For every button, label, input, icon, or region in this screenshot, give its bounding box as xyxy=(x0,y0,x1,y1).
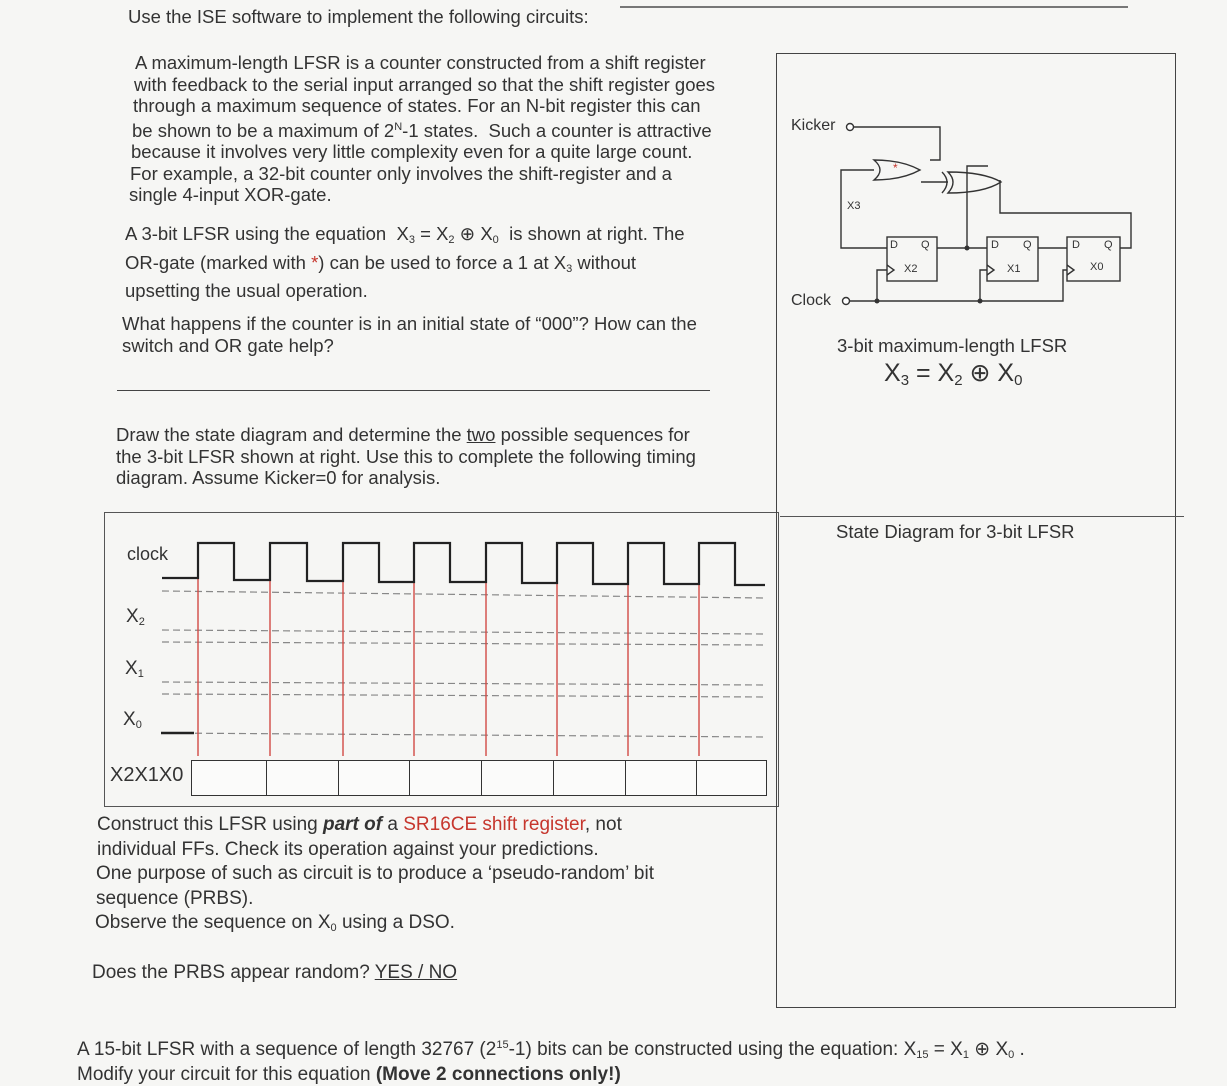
circuit-caption: 3-bit maximum-length LFSR xyxy=(837,335,1068,356)
equation-line: A 3-bit LFSR using the equation $X_3 = X_2$ ⊕ $X_0$ is shown at right. The xyxy=(125,223,685,246)
construct-line: sequence (PRBS). xyxy=(96,887,254,909)
state-diagram-caption: State Diagram for 3-bit LFSR xyxy=(836,521,1075,542)
ff-q-label: Q xyxy=(1104,239,1113,251)
x1-label: $X_1$ xyxy=(125,658,144,680)
construct-line: Observe the sequence on $X_0$ using a DSO. xyxy=(95,912,455,934)
question-line: What happens if the counter is in an initial state of “000”? How can the xyxy=(122,313,697,334)
construct-line: Construct this LFSR using part of a SR16CE shift register, not xyxy=(97,814,622,835)
junction-dot xyxy=(965,246,970,251)
draw-line: Draw the state diagram and determine the two possible sequences for xyxy=(116,424,690,445)
intro-line: be shown to be a maximum of $2^N-1$ states. Such a counter is attractive xyxy=(132,119,712,141)
ff-d-label: D xyxy=(890,239,898,251)
clock-label: clock xyxy=(127,544,169,564)
kicker-label: Kicker xyxy=(791,117,836,134)
xor-gate-shape xyxy=(948,172,1001,193)
x3-label: X3 xyxy=(847,200,861,212)
or-gate-star: * xyxy=(893,161,898,175)
footer-line-1: A 15-bit LFSR with a sequence of length 32767 $(2^{15}-1)$ bits can be constructed using the equation: $X_{15} = X_1$ ⊕ $X_0$ . xyxy=(77,1039,1025,1061)
intro-line: through a maximum sequence of states. For an N-bit register this can xyxy=(133,95,701,116)
circuit-equation: X3 = X2 ⊕ X0 xyxy=(884,359,1023,389)
draw-line: diagram. Assume Kicker=0 for analysis. xyxy=(116,467,441,488)
kicker-wire xyxy=(853,127,940,160)
draw-line: the 3-bit LFSR shown at right. Use this to complete the following timing xyxy=(116,445,696,467)
intro-line: with feedback to the serial input arranged so that the shift register goes xyxy=(134,73,716,95)
x2-label: $X_2$ xyxy=(126,606,145,628)
x0-label: $X_0$ xyxy=(123,709,142,731)
ff-d-label: D xyxy=(991,239,999,251)
construct-line: individual FFs. Check its operation against your predictions. xyxy=(97,838,599,860)
ff-label: X1 xyxy=(1007,263,1021,275)
clock-terminal xyxy=(843,298,850,305)
ff-q-label: Q xyxy=(921,239,930,251)
intro-line: A maximum-length LFSR is a counter constructed from a shift register xyxy=(135,52,706,73)
equation-line: OR-gate (marked with *) can be used to force a 1 at $X_3$ without xyxy=(125,251,637,275)
ff-q-label: Q xyxy=(1023,239,1032,251)
inline-equation: $X_3 = X_2$ ⊕ $X_0$ xyxy=(396,223,499,246)
ff-d-label: D xyxy=(1072,239,1080,251)
clock-triangle xyxy=(987,265,994,275)
yes-no-answer[interactable]: YES / NO xyxy=(374,962,458,983)
footer-line-2: Modify your circuit for this equation (Move 2 connections only!) xyxy=(77,1064,621,1085)
intro-line: because it involves very little complexity even for a quite large count. xyxy=(131,141,693,162)
clock-branch-1 xyxy=(877,270,987,301)
clock-triangle xyxy=(1067,265,1074,275)
kicker-terminal xyxy=(847,124,854,131)
clock-branch-2 xyxy=(980,270,1067,301)
clock-triangle xyxy=(887,265,894,275)
instruction-heading: Use the ISE software to implement the following circuits: xyxy=(128,6,589,27)
construct-line: One purpose of such as circuit is to produce a ‘pseudo-random’ bit xyxy=(96,863,654,884)
intro-line: single 4-input XOR-gate. xyxy=(129,184,332,205)
x1-feedback-wire xyxy=(967,166,988,248)
question-line: switch and OR gate help? xyxy=(122,334,334,356)
ff-label: X0 xyxy=(1090,261,1104,273)
equation-line: upsetting the usual operation. xyxy=(125,280,368,301)
clock-input-label: Clock xyxy=(791,292,832,309)
junction-dot xyxy=(978,299,983,304)
state-label: X2X1X0 xyxy=(110,764,184,786)
x0-feedback-wire xyxy=(1000,180,1131,248)
prbs-question: Does the PRBS appear random? YES / NO xyxy=(92,962,458,983)
ff-label: X2 xyxy=(904,263,918,275)
intro-line: For example, a 32-bit counter only involves the shift-register and a xyxy=(130,162,672,184)
clock-wire xyxy=(849,270,887,301)
junction-dot xyxy=(875,299,880,304)
state-diagram-area[interactable] xyxy=(790,548,1172,1003)
